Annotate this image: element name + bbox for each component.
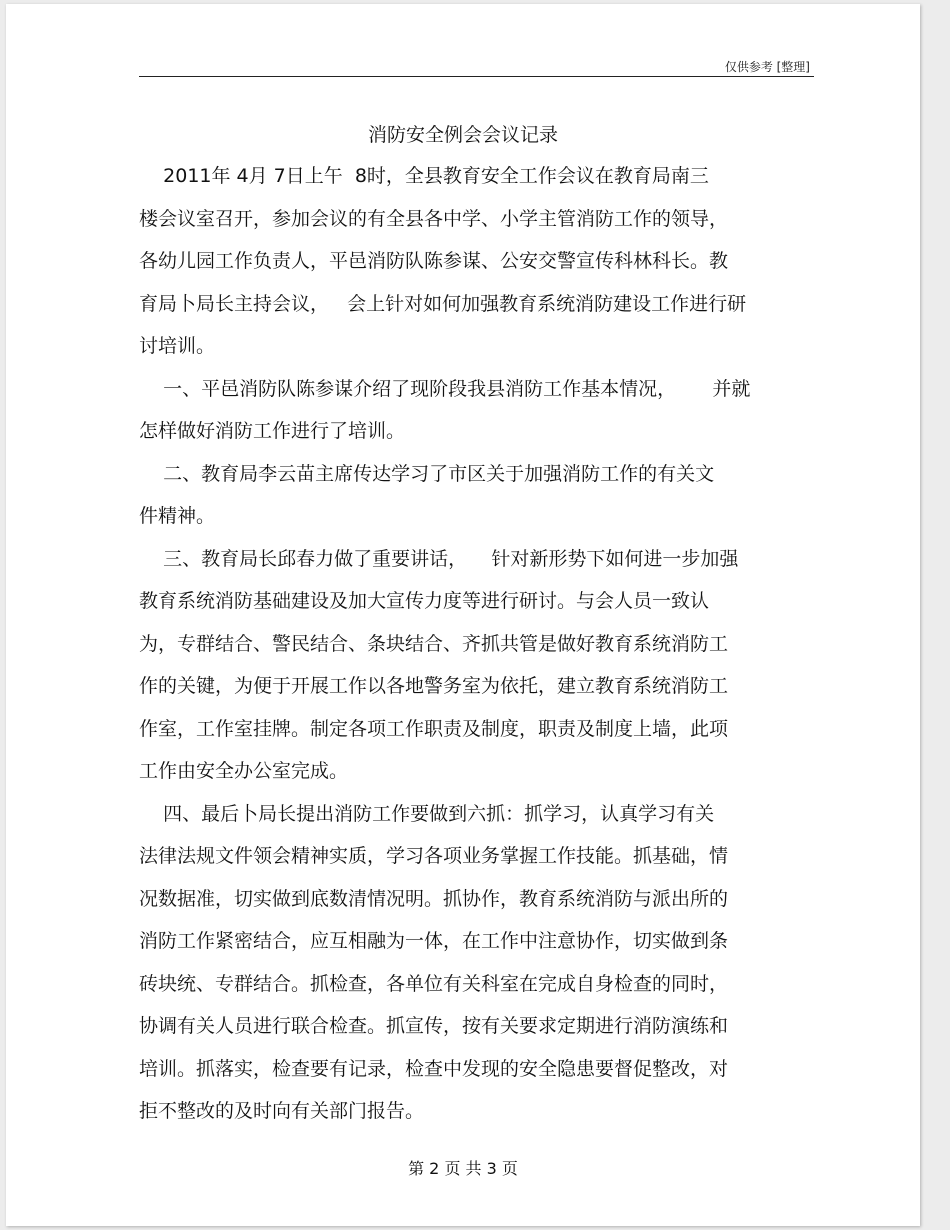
body-line: 怎样做好消防工作进行了培训。: [139, 420, 406, 442]
body-line: 楼会议室召开，参加会议的有全县各中学、小学主管消防工作的领导，: [139, 208, 729, 230]
body-line: 件精神。: [139, 505, 216, 527]
body-line: 四、最后卜局长提出消防工作要做到六抓：抓学习，认真学习有关: [139, 803, 715, 825]
body-line: 消防工作紧密结合，应互相融为一体，在工作中注意协作，切实做到条: [139, 930, 729, 952]
document-page: [6, 4, 920, 1226]
body-line: 各幼儿园工作负责人，平邑消防队陈参谋、公安交警宣传科林科长。教: [139, 250, 729, 272]
body-line: 法律法规文件领会精神实质，学习各项业务掌握工作技能。抓基础，情: [139, 845, 729, 867]
body-line: 一、平邑消防队陈参谋介绍了现阶段我县消防工作基本情况， 并就: [139, 378, 751, 400]
header-note: 仅供参考 [整理]: [724, 60, 810, 74]
body-line: 作的关键，为便于开展工作以各地警务室为依托，建立教育系统消防工: [139, 675, 729, 697]
body-line: 工作由安全办公室完成。: [139, 760, 349, 782]
header-rule: [139, 76, 814, 77]
body-line: 育局卜局长主持会议， 会上针对如何加强教育系统消防建设工作进行研: [139, 293, 747, 315]
body-line: 砖块统、专群结合。抓检查，各单位有关科室在完成自身检查的同时，: [139, 973, 729, 995]
body-line: 况数据准，切实做到底数清情况明。抓协作，教育系统消防与派出所的: [139, 888, 729, 910]
page-number: 第 2 页 共 3 页: [408, 1159, 518, 1178]
body-line: 培训。抓落实，检查要有记录，检查中发现的安全隐患要督促整改，对: [139, 1058, 729, 1080]
body-line: 协调有关人员进行联合检查。抓宣传，按有关要求定期进行消防演练和: [139, 1015, 729, 1037]
body-line: 为，专群结合、警民结合、条块结合、齐抓共管是做好教育系统消防工: [139, 633, 729, 655]
body-line: 拒不整改的及时向有关部门报告。: [139, 1100, 425, 1122]
body-line: 二、教育局李云苗主席传达学习了市区关于加强消防工作的有关文: [139, 463, 715, 485]
body-line: 教育系统消防基础建设及加大宣传力度等进行研讨。与会人员一致认: [139, 590, 710, 612]
document-title: 消防安全例会会议记录: [367, 124, 558, 146]
body-line: 讨培训。: [139, 335, 216, 357]
body-line: 2011年 4月 7日上午 8时，全县教育安全工作会议在教育局南三: [139, 165, 709, 187]
body-line: 三、教育局长邱春力做了重要讲话， 针对新形势下如何进一步加强: [139, 548, 739, 570]
body-line: 作室，工作室挂牌。制定各项工作职责及制度，职责及制度上墙，此项: [139, 718, 729, 740]
